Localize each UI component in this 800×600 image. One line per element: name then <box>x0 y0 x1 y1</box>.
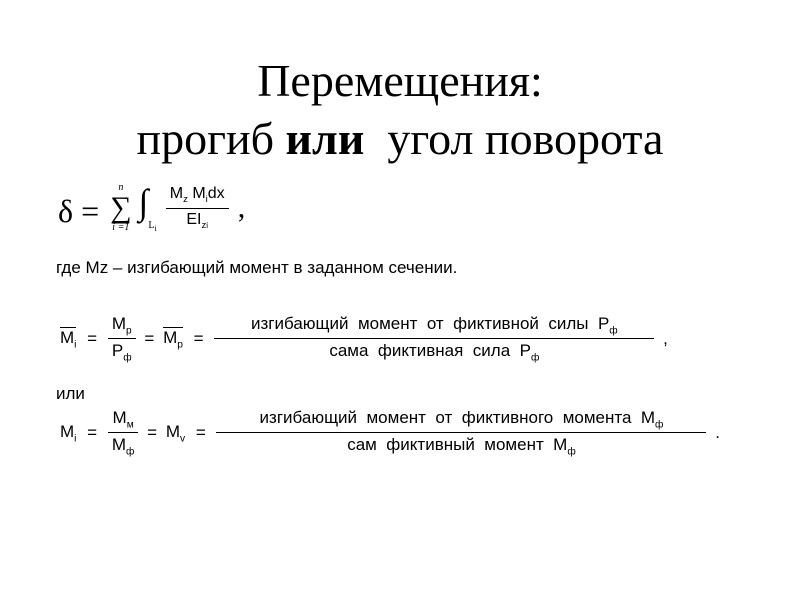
formula3-m: $M_i$ <box>60 421 77 445</box>
title-line2-pre: прогиб <box>136 113 286 164</box>
formula3-big-fraction <box>216 408 706 458</box>
formula1-fraction <box>166 185 229 230</box>
formula1-trail: , <box>237 191 246 224</box>
formula3-eq3: = <box>195 422 206 442</box>
formula2-ratio <box>108 314 136 364</box>
formula-deflection <box>58 183 245 243</box>
formula1-numerator: $M_z$ $M_idx$ <box>169 185 225 206</box>
formula2-trail: , <box>663 328 668 348</box>
formula3-big-den: сам фиктивный момент $M_ф$ <box>216 432 706 457</box>
or-text: или <box>56 384 85 403</box>
formula3-ratio-num: $M_м$ <box>112 408 134 431</box>
formula-fictitious-force <box>60 314 668 364</box>
title-line2-bold: или <box>285 113 365 164</box>
formula-fictitious-moment <box>60 408 720 458</box>
formula1-integral <box>138 181 157 233</box>
sum-bottom: i =1 <box>112 222 130 233</box>
note-text: где Mz – изгибающий момент в заданном сечении. <box>56 258 458 277</box>
formula1-denominator: $EI_{zi}$ <box>166 208 229 231</box>
formula3-ratio-den: $M_ф$ <box>108 432 139 457</box>
sum-symbol: ∑ <box>110 191 132 224</box>
formula3-eq2: = <box>147 422 158 442</box>
slide-title-line1: Перемещения: <box>257 55 543 106</box>
integral-symbol: ∫ <box>138 181 149 222</box>
formula2-big-den: сама фиктивная сила $P_ф$ <box>214 338 654 363</box>
sum-top: n <box>118 182 124 193</box>
formula3-rhs-m: $M_v$ <box>165 421 186 445</box>
title-line2-post: угол поворота <box>364 113 664 164</box>
formula3-eq1: = <box>87 422 98 442</box>
formula2-ratio-num: $M_p$ <box>111 314 132 337</box>
formula2-eq1: = <box>87 328 98 348</box>
formula3-ratio <box>108 408 139 458</box>
integral-sub: Li <box>148 219 157 233</box>
formula2-big-fraction <box>214 314 654 364</box>
formula3-big-num: изгибающий момент от фиктивного момента $M_ф$ <box>259 408 664 431</box>
formula2-ratio-den: $P_ф$ <box>108 338 136 363</box>
formula2-eq2: = <box>144 328 155 348</box>
slide-title-line2 <box>0 113 800 164</box>
formula1-sum <box>110 183 131 233</box>
formula2-rhs-m: $M_p$ <box>163 328 183 351</box>
formula2-m: $M_i$ <box>60 328 77 351</box>
formula3-trail: . <box>715 422 720 442</box>
formula2-eq3: = <box>193 328 204 348</box>
formula2-big-num: изгибающий момент от фиктивной силы $P_ф$ <box>250 314 618 337</box>
formula1-lhs: δ = <box>58 192 100 229</box>
